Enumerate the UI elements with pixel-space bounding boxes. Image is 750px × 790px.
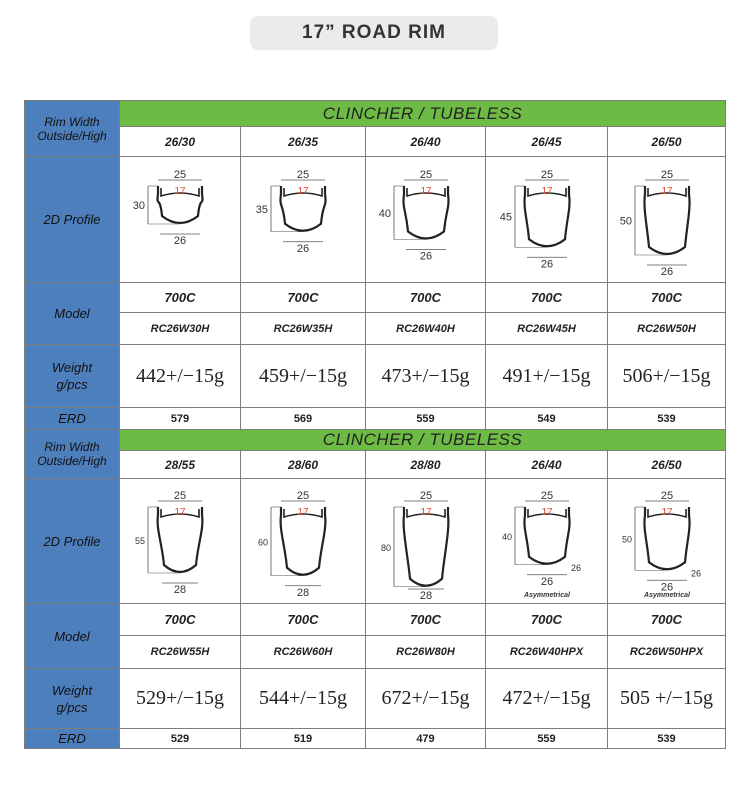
rim-erd-cell: 479: [366, 729, 486, 749]
rim-model-cell: 700C: [241, 283, 366, 313]
rim-erd-cell: 559: [366, 408, 486, 430]
bottom-width-label: 26: [173, 234, 187, 247]
rim-profile-drawing: [612, 483, 722, 599]
rim-weight-cell: 491+/−15g: [486, 345, 608, 408]
rim-erd-cell: 529: [120, 729, 241, 749]
height-label: 40: [378, 207, 391, 220]
erd-row: [25, 729, 726, 749]
rim-profile-drawing: [248, 162, 358, 278]
top-width-label: 25: [173, 168, 187, 181]
rim-model-cell: 700C: [486, 283, 608, 313]
rim-weight-cell: 473+/−15g: [366, 345, 486, 408]
top-width-label: 25: [419, 168, 432, 181]
rim-size-cell: 26/50: [608, 127, 726, 157]
top-width-label: 25: [660, 490, 673, 502]
rim-size-cell: 28/80: [366, 451, 486, 479]
rim-profile-cell: [486, 479, 608, 604]
height-label: 30: [132, 199, 145, 212]
height-label: 45: [499, 211, 512, 224]
rim-profile-drawing: [248, 483, 358, 599]
top-width-label: 25: [419, 490, 432, 502]
rim-erd-cell: 519: [241, 729, 366, 749]
rim-code-cell: RC26W60H: [241, 636, 366, 669]
inner-width-label: 17: [297, 185, 309, 197]
rim-erd-cell: 539: [608, 729, 726, 749]
height-label: 50: [621, 534, 632, 545]
rim-weight-cell: 506+/−15g: [608, 345, 726, 408]
top-width-label: 25: [540, 490, 553, 502]
rim-outline: [403, 507, 448, 586]
weight-row: [25, 345, 726, 408]
rim-code-cell: RC26W40HPX: [486, 636, 608, 669]
asymmetrical-note: Asymmetrical: [643, 592, 690, 599]
rim-size-cell: 26/50: [608, 451, 726, 479]
bottom-width-label: 26: [660, 581, 673, 594]
rim-model-cell: 700C: [366, 604, 486, 636]
top-width-label: 25: [296, 490, 310, 502]
profile-row: [25, 157, 726, 283]
rim-weight-cell: 529+/−15g: [120, 669, 241, 729]
profile-label: 2D Profile: [43, 212, 101, 227]
height-label: 60: [257, 537, 268, 548]
size-row: [25, 451, 726, 479]
rim-profile-cell: [608, 157, 726, 283]
rim-weight-cell: 505 +/−15g: [608, 669, 726, 729]
rim-profile-drawing: [125, 483, 235, 599]
inner-width-label: 17: [660, 185, 673, 197]
rim-weight-cell: 472+/−15g: [486, 669, 608, 729]
rim-profile-cell: [241, 157, 366, 283]
weight-label: Weight: [51, 682, 93, 698]
model-row: [25, 604, 726, 636]
rim-code-cell: RC26W50HPX: [608, 636, 726, 669]
rim-spec-table: [24, 100, 726, 749]
weight-label: Weight: [51, 360, 93, 375]
model-row: [25, 283, 726, 313]
top-width-label: 25: [296, 168, 310, 181]
gpcs-label: g/pcs: [56, 699, 88, 715]
rim-erd-cell: 549: [486, 408, 608, 430]
inner-width-label: 17: [174, 507, 186, 518]
page-title: 17” ROAD RIM: [250, 16, 498, 50]
rim-model-cell: 700C: [120, 604, 241, 636]
bottom-width-label: 28: [296, 586, 310, 599]
inner-width-label: 17: [419, 185, 432, 197]
erd-label: ERD: [58, 411, 86, 426]
rim-size-cell: 26/30: [120, 127, 241, 157]
outside-high-label: Outside/High: [37, 128, 107, 143]
rim-code-cell: RC26W55H: [120, 636, 241, 669]
rim-model-cell: 700C: [608, 604, 726, 636]
height-label: 55: [134, 536, 145, 546]
rim-code-cell: RC26W35H: [241, 313, 366, 345]
rim-model-cell: 700C: [120, 283, 241, 313]
rim-profile-drawing: [371, 162, 481, 278]
rim-size-cell: 28/60: [241, 451, 366, 479]
top-width-label: 25: [173, 490, 187, 502]
model-label: Model: [54, 628, 90, 644]
inner-width-label: 17: [540, 507, 553, 518]
inner-width-label: 17: [297, 507, 309, 518]
bottom-width-label: 28: [419, 590, 432, 599]
height-label: 40: [501, 531, 512, 542]
height-label: 80: [380, 542, 391, 553]
rim-code-cell: RC26W80H: [366, 636, 486, 669]
rim-erd-cell: 569: [241, 408, 366, 430]
bottom-width-label: 26: [660, 265, 673, 278]
asymmetric-offset-label: 26: [570, 562, 581, 573]
asymmetric-offset-label: 26: [690, 568, 701, 579]
bottom-width-label: 26: [540, 257, 553, 270]
rim-profile-cell: [366, 479, 486, 604]
rim-profile-drawing: [492, 483, 602, 599]
top-width-label: 25: [660, 168, 673, 181]
rim-code-cell: RC26W30H: [120, 313, 241, 345]
bottom-width-label: 26: [540, 575, 553, 588]
rim-size-cell: 26/35: [241, 127, 366, 157]
erd-row: [25, 408, 726, 430]
rim-profile-drawing: [612, 162, 722, 278]
rim-weight-cell: 459+/−15g: [241, 345, 366, 408]
size-row: [25, 127, 726, 157]
rim-weight-cell: 672+/−15g: [366, 669, 486, 729]
rim-size-cell: 26/40: [366, 127, 486, 157]
section-header-row: [25, 101, 726, 127]
rim-model-cell: 700C: [241, 604, 366, 636]
rim-weight-cell: 544+/−15g: [241, 669, 366, 729]
profile-row: [25, 479, 726, 604]
asymmetrical-note: Asymmetrical: [523, 592, 570, 599]
profile-label: 2D Profile: [43, 533, 101, 549]
rim-erd-cell: 559: [486, 729, 608, 749]
rim-type-header: CLINCHER / TUBELESS: [120, 430, 726, 451]
rim-profile-drawing: [371, 483, 481, 599]
model-label: Model: [54, 306, 90, 321]
code-row: [25, 313, 726, 345]
rim-code-cell: RC26W50H: [608, 313, 726, 345]
bottom-width-label: 26: [419, 250, 432, 262]
inner-width-label: 17: [174, 185, 186, 197]
bottom-width-label: 26: [296, 242, 310, 255]
rim-profile-drawing: [125, 162, 235, 278]
rim-erd-cell: 579: [120, 408, 241, 430]
inner-width-label: 17: [540, 185, 553, 197]
rim-model-cell: 700C: [486, 604, 608, 636]
weight-row: [25, 669, 726, 729]
rim-erd-cell: 539: [608, 408, 726, 430]
rim-profile-drawing: [492, 162, 602, 278]
top-width-label: 25: [540, 168, 553, 181]
rim-width-label: Rim Width: [44, 440, 100, 454]
rim-type-header: CLINCHER / TUBELESS: [120, 101, 726, 127]
rim-size-cell: 28/55: [120, 451, 241, 479]
gpcs-label: g/pcs: [56, 377, 88, 392]
rim-width-label: Rim Width: [44, 114, 100, 129]
rim-profile-cell: [120, 157, 241, 283]
rim-model-cell: 700C: [366, 283, 486, 313]
bottom-width-label: 28: [173, 584, 187, 596]
rim-profile-cell: [241, 479, 366, 604]
rim-model-cell: 700C: [608, 283, 726, 313]
rim-profile-cell: [120, 479, 241, 604]
rim-size-cell: 26/45: [486, 127, 608, 157]
rim-code-cell: RC26W45H: [486, 313, 608, 345]
rim-profile-cell: [486, 157, 608, 283]
rim-profile-cell: [608, 479, 726, 604]
rim-size-cell: 26/40: [486, 451, 608, 479]
inner-width-label: 17: [419, 507, 432, 518]
code-row: [25, 636, 726, 669]
height-label: 50: [619, 215, 632, 227]
rim-code-cell: RC26W40H: [366, 313, 486, 345]
outside-high-label: Outside/High: [37, 454, 107, 468]
inner-width-label: 17: [660, 507, 673, 518]
rim-weight-cell: 442+/−15g: [120, 345, 241, 408]
rim-profile-cell: [366, 157, 486, 283]
section-header-row: [25, 430, 726, 451]
erd-label: ERD: [58, 731, 86, 746]
height-label: 35: [255, 203, 268, 216]
